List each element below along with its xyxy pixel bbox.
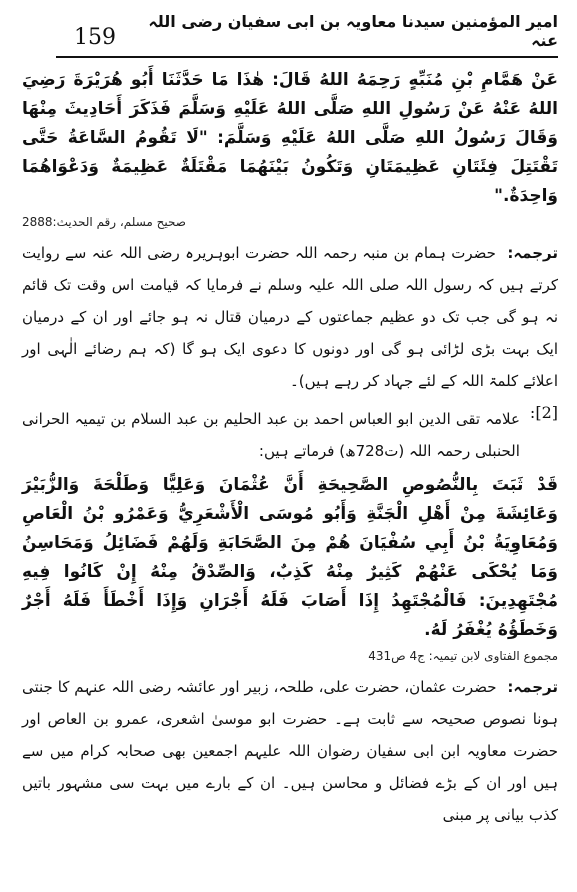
section-2-heading — [22, 403, 558, 467]
translation-label: ترجمہ: — [507, 244, 558, 262]
header-divider — [56, 56, 558, 58]
ibn-taymiyyah-arabic-text: قَدْ ثَبَتَ بِالنُّصُوصِ الصَّحِيحَةِ أَنَّ عُثْمَانَ وَعَلِيًّا وَطَلْحَةَ وَالزُّبَيْرَ وَعَائِشَةَ مِنْ أَهْلِ الْجَنَّةِ وَأَبُو مُوسَى الْأَشْعَرِيُّ وَعَمْرُو بْنُ الْعَاصِ وَمُعَاوِيَةُ بْنُ أَبِي سُفْيَانَ هُمْ مِنَ الصَّحَابَةِ وَلَهُمْ فَضَائِلُ وَمَحَاسِنُ وَمَا يُحْكَى عَنْهُمْ كَثِيرٌ مِنْهُ كَذِبٌ، وَالصِّدْقُ مِنْهُ إِنْ كَانُوا فِيهِ مُجْتَهِدِينَ: فَالْمُجْتَهِدُ إِذَا أَصَابَ فَلَهُ أَجْرَانِ وَإِذَا أَخْطَأَ فَلَهُ أَجْرٌ وَخَطَؤُهُ يُغْفَرُ لَهُ. — [22, 475, 558, 640]
page-body — [22, 66, 558, 831]
section-2-translation-text: حضرت عثمان، حضرت علی، طلحہ، زبیر اور عائشہ رضی اللہ عنہم کا جنتی ہونا نصوص صحیحہ سے ثابت ہے۔ حضرت ابو موسیٰ اشعری، عمرو بن العاص اور حضرت معاویہ ابن ابی سفیان رضوان اللہ علیہم اجمعین بھی صحابہ کرام میں سے ہیں اور ان کے بڑے فضائل و محاسن ہیں۔ ان کے بارے میں بہت سی مشہور باتیں کذب بیانی پر مبنی — [22, 678, 558, 824]
hadith-arabic-text: عَنْ هَمَّامِ بْنِ مُنَبِّهٍ رَحِمَهُ اللهُ قَالَ: هٰذَا مَا حَدَّثَنَا أَبُو هُرَيْرَةَ رَضِيَ اللهُ عَنْهُ عَنْ رَسُولِ اللهِ صَلَّى اللهُ عَلَيْهِ وَسَلَّمَ فَذَكَرَ أَحَادِيثَ مِنْهَا وَقَالَ رَسُولُ اللهِ صَلَّى اللهُ عَلَيْهِ وَسَلَّمَ: "لَا تَقُومُ السَّاعَةُ حَتَّى تَقْتَتِلَ فِئَتَانِ عَظِيمَتَانِ وَتَكُونُ بَيْنَهُمَا مَقْتَلَةٌ عَظِيمَةٌ وَدَعْوَاهُمَا وَاحِدَةٌ." — [22, 70, 558, 206]
hadith-translation-paragraph — [22, 237, 558, 397]
hadith-source-reference: صحیح مسلم، رقم الحدیث:2888 — [22, 215, 186, 229]
page-number: 159 — [74, 25, 116, 50]
section-number: [2]: — [529, 403, 558, 422]
running-title: امیر المؤمنین سیدنا معاویہ بن ابی سفیان رضی اللہ عنہ — [148, 12, 558, 50]
fatawa-source-reference: مجموع الفتاوی لابن تیمیہ: ج4 ص431 — [368, 649, 558, 663]
page-header — [34, 12, 558, 50]
section-2-translation-paragraph — [22, 671, 558, 831]
translation-label-2: ترجمہ: — [507, 678, 558, 696]
section-2-intro: علامہ تقی الدین ابو العباس احمد بن عبد الحلیم بن عبد السلام بن تیمیہ الحرانی الحنبلی رحمہ اللہ (ت728ھ) فرماتے ہیں: — [22, 410, 520, 460]
hadith-translation-text: حضرت ہمام بن منبہ رحمہ اللہ حضرت ابوہریرہ رضی اللہ عنہ سے روایت کرتے ہیں کہ رسول اللہ صلی اللہ علیہ وسلم نے فرمایا کہ قیامت اس وقت تک قائم نہ ہو گی جب تک دو عظیم جماعتوں کے درمیان قتال نہ ہو جائے اور ان کے درمیان ایک بہت بڑی لڑائی ہو گی اور دونوں کا دعوی ایک ہو گا (کہ ہم رضائے الٰہی اور اعلائے کلمۃ اللہ کے لئے جہاد کر رہے ہیں)۔ — [22, 244, 558, 390]
